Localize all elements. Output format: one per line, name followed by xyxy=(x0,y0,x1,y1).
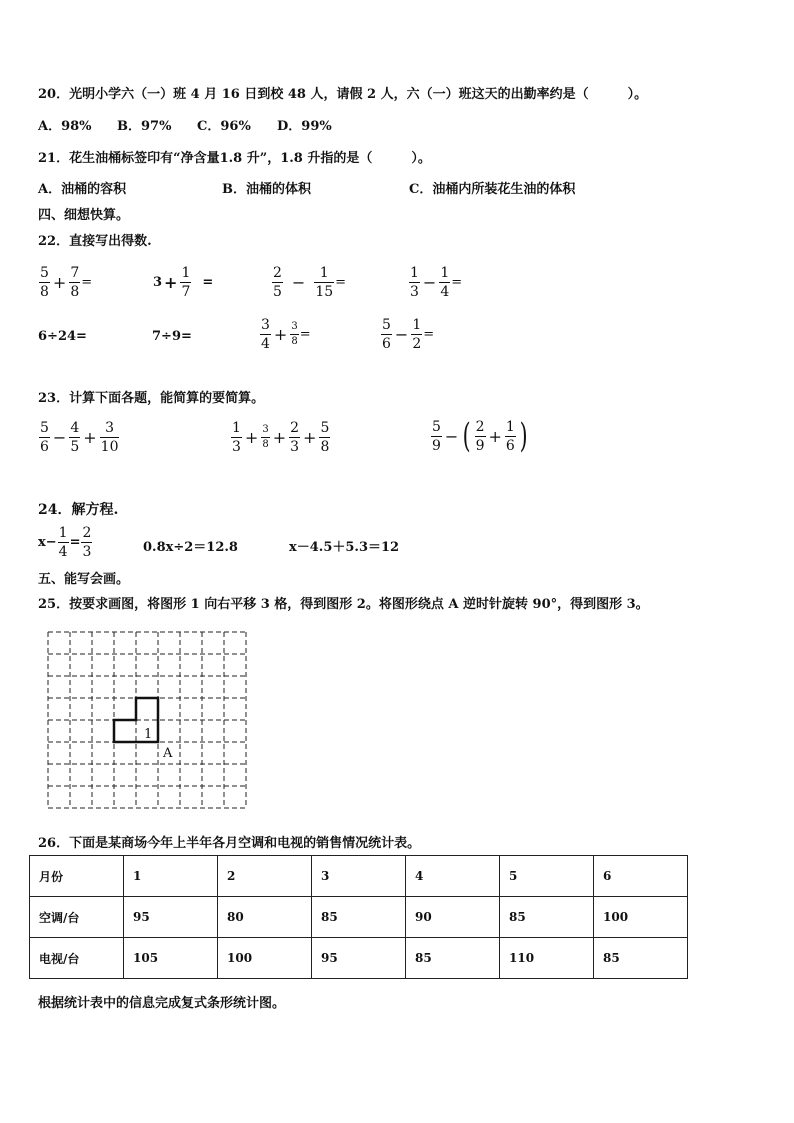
q21-option-b: B．油桶的体积 xyxy=(222,182,311,197)
table-cell: 3 xyxy=(312,856,406,897)
q24-text: 24．解方程. xyxy=(38,502,119,518)
q22-expr-2: 3 + $\frac{1}{7}$ = xyxy=(153,265,214,300)
q25-text: 25．按要求画图，将图形 1 向右平移 3 格，得到图形 2。将图形绕点 A 逆时针旋转 90°，得到图形 3。 xyxy=(38,597,649,612)
q26-text: 26．下面是某商场今年上半年各月空调和电视的销售情况统计表。 xyxy=(38,836,421,851)
table-cell: 2 xyxy=(218,856,312,897)
q24-equation-3: x－4.5＋5.3＝12 xyxy=(289,540,400,555)
table-row xyxy=(30,897,688,938)
q22-expr-6: 7÷9= xyxy=(152,329,192,344)
table-row xyxy=(30,856,688,897)
section-5-heading: 五、能写会画。 xyxy=(38,572,130,587)
q22-expr-5: 6÷24= xyxy=(38,329,87,344)
q20-option-b: B．97% xyxy=(117,119,172,134)
q23-text: 23．计算下面各题，能简算的要简算。 xyxy=(38,391,265,406)
table-cell: 85 xyxy=(500,897,594,938)
table-cell: 月份 xyxy=(30,856,124,897)
q20-option-a: A．98% xyxy=(38,119,92,134)
table-cell: 95 xyxy=(312,938,406,979)
q24-equation-1: x− $\frac{1}{4}$ = $\frac{2}{3}$ xyxy=(38,525,92,560)
table-cell: 90 xyxy=(406,897,500,938)
table-cell: 100 xyxy=(218,938,312,979)
table-cell: 100 xyxy=(594,897,688,938)
table-cell: 105 xyxy=(124,938,218,979)
q22-expr-8: $\frac{5}{6}$ − $\frac{1}{2}$ = xyxy=(382,317,435,352)
q22-expr-4: $\frac{1}{3}$ − $\frac{1}{4}$ = xyxy=(410,265,463,300)
q22-expr-1: $\frac{5}{8}$ + $\frac{7}{8}$ = xyxy=(40,265,93,300)
table-cell: 4 xyxy=(406,856,500,897)
q20-option-d: D．99% xyxy=(277,119,332,134)
q23-calc-3: $\frac{5}{9}$ − ( $\frac{2}{9}$ + $\frac{1}{6}$ ) xyxy=(432,416,528,456)
q21-text: 21．花生油桶标签印有“净含量1.8 升”，1.8 升指的是（ ）。 xyxy=(38,151,431,166)
section-4-heading: 四、细想快算。 xyxy=(38,208,130,223)
table-cell: 5 xyxy=(500,856,594,897)
table-cell: 80 xyxy=(218,897,312,938)
q22-expr-3: $\frac{2}{5}$ − $\frac{1}{15}$ = xyxy=(273,265,347,300)
q22-text: 22．直接写出得数. xyxy=(38,234,152,249)
table-cell: 85 xyxy=(406,938,500,979)
table-row xyxy=(30,938,688,979)
table-cell: 电视/台 xyxy=(30,938,124,979)
table-cell: 85 xyxy=(594,938,688,979)
q25-grid xyxy=(46,630,251,810)
table-cell: 1 xyxy=(124,856,218,897)
q20-option-c: C．96% xyxy=(197,119,251,134)
q24-equation-2: 0.8x÷2＝12.8 xyxy=(143,540,238,555)
point-a-label: A xyxy=(163,746,173,761)
q21-option-a: A．油桶的容积 xyxy=(38,182,127,197)
figure-1-label: 1 xyxy=(144,727,153,742)
table-cell: 空调/台 xyxy=(30,897,124,938)
q26-footer: 根据统计表中的信息完成复式条形统计图。 xyxy=(38,996,286,1011)
q23-calc-2: $\frac{1}{3}$ + $\frac{3}{8}$ + $\frac{2}{3}$ + $\frac{5}{8}$ xyxy=(232,420,330,455)
table-cell: 85 xyxy=(312,897,406,938)
table-cell: 95 xyxy=(124,897,218,938)
table-cell: 110 xyxy=(500,938,594,979)
q22-expr-7: $\frac{3}{4}$ + $\frac{3}{8}$ = xyxy=(261,317,311,352)
q20-text: 20．光明小学六（一）班 4 月 16 日到校 48 人，请假 2 人，六（一）班这天的出勤率约是（ ）。 xyxy=(38,87,648,102)
sales-table xyxy=(29,855,688,979)
q23-calc-1: $\frac{5}{6}$ − $\frac{4}{5}$ + $\frac{3}{10}$ xyxy=(40,420,119,455)
q21-option-c: C．油桶内所装花生油的体积 xyxy=(409,182,576,197)
table-cell: 6 xyxy=(594,856,688,897)
